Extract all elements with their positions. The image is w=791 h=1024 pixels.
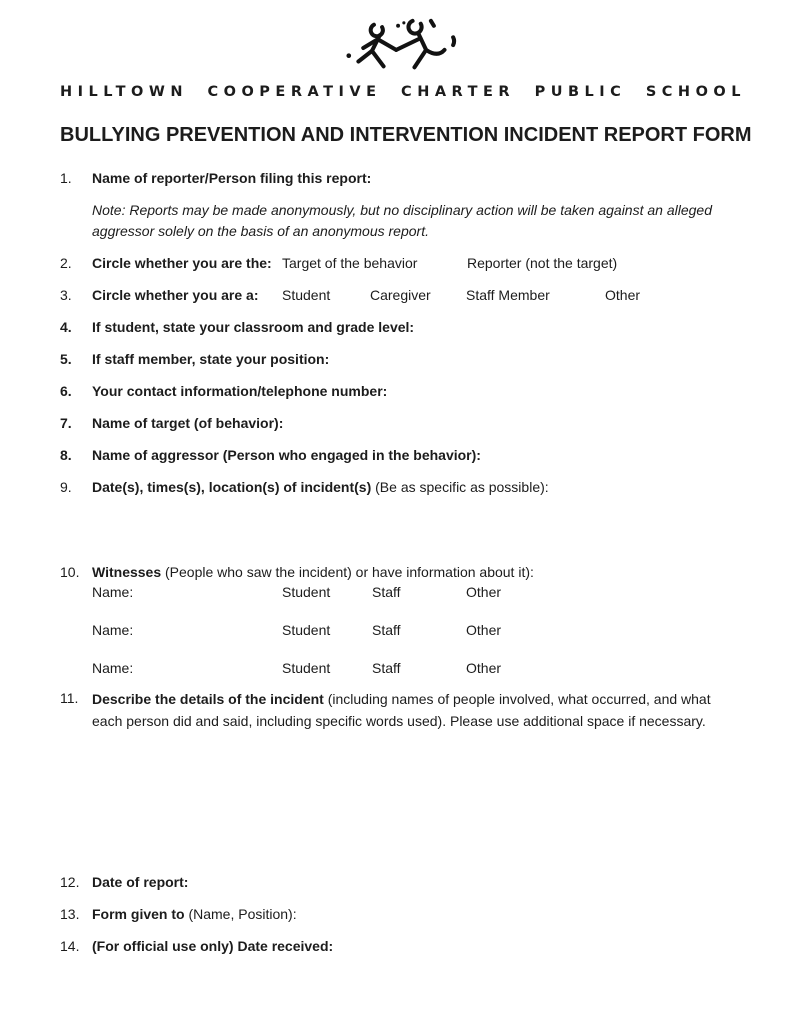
form-item-11: [60, 688, 739, 732]
form-item-14: [60, 936, 739, 956]
form-item-8: [60, 445, 739, 465]
item-label: Describe the details of the incident: [92, 691, 324, 707]
option-target-of-behavior: Target of the behavior: [282, 255, 418, 271]
option-staff: Staff: [372, 660, 401, 676]
form-item-10: [60, 562, 739, 582]
option-student: Student: [282, 622, 331, 638]
witness-name-label: Name:: [92, 660, 134, 676]
item-label: Name of reporter/Person filing this report:: [92, 170, 372, 186]
item-label: Circle whether you are a:: [92, 287, 259, 303]
item-number: 10.: [60, 564, 80, 580]
item-label: Name of target (of behavior):: [92, 415, 284, 431]
option-student: Student: [282, 287, 331, 303]
item-number: 3.: [60, 287, 72, 303]
anonymity-note: Note: Reports may be made anonymously, but no disciplinary action will be taken against an alleged aggressor solely on the basis of an anonymous report.: [92, 202, 712, 239]
form-item-4: [60, 317, 739, 337]
form-item-9: [60, 477, 739, 497]
two-running-children-icon: [339, 18, 461, 76]
witness-row-2: [60, 620, 739, 640]
item-number: 9.: [60, 479, 72, 495]
item-number: 11.: [60, 690, 79, 706]
witness-row-3: [60, 658, 739, 678]
item-label: (For official use only) Date received:: [92, 938, 334, 954]
item-label-suffix: (People who saw the incident) or have information about it):: [161, 564, 534, 580]
school-name: HILLTOWN COOPERATIVE CHARTER PUBLIC SCHOOL: [60, 84, 746, 100]
witness-name-label: Name:: [92, 622, 134, 638]
item-label: Form given to: [92, 906, 185, 922]
option-student: Student: [282, 660, 331, 676]
item-label: Witnesses: [92, 564, 162, 580]
item-label: If student, state your classroom and grade level:: [92, 319, 415, 335]
item-number: 12.: [60, 874, 80, 890]
item-number: 2.: [60, 255, 72, 271]
form-item-1: [60, 168, 739, 188]
option-reporter-not-target: Reporter (not the target): [467, 255, 618, 271]
form-item-2: [60, 253, 739, 273]
option-staff-member: Staff Member: [466, 287, 550, 303]
item-number: 5.: [60, 351, 72, 367]
item-label: Date of report:: [92, 874, 189, 890]
item-label-suffix: (Name, Position):: [184, 906, 297, 922]
option-other: Other: [466, 660, 502, 676]
form-item-6: [60, 381, 739, 401]
option-staff: Staff: [372, 622, 401, 638]
item-number: 4.: [60, 319, 72, 335]
option-other: Other: [466, 622, 502, 638]
item-number: 13.: [60, 906, 80, 922]
item-label: Your contact information/telephone number:: [92, 383, 388, 399]
form-item-3: [60, 285, 739, 305]
item-number: 8.: [60, 447, 72, 463]
option-other: Other: [466, 584, 502, 600]
witness-row-1: [60, 582, 739, 602]
item-number: 14.: [60, 938, 80, 954]
item-number: 7.: [60, 415, 72, 431]
item-label: Name of aggressor (Person who engaged in the behavior):: [92, 447, 481, 463]
option-staff: Staff: [372, 584, 401, 600]
item-label: Circle whether you are the:: [92, 255, 272, 271]
item-number: 1.: [60, 170, 72, 186]
option-other: Other: [605, 287, 641, 303]
school-logo: [60, 18, 739, 76]
form-item-12: [60, 872, 739, 892]
form-item-7: [60, 413, 739, 433]
form-item-5: [60, 349, 739, 369]
witness-name-label: Name:: [92, 584, 134, 600]
item-label-suffix: (Be as specific as possible):: [371, 479, 549, 495]
form-title: BULLYING PREVENTION AND INTERVENTION INCIDENT REPORT FORM: [60, 124, 752, 146]
option-student: Student: [282, 584, 331, 600]
item-label-suffix: (including names of people involved, what occurred, and what each person did and said, including specific words used). Please use additional space if necessary.: [92, 691, 711, 729]
form-item-13: [60, 904, 739, 924]
item-label: Date(s), times(s), location(s) of incident(s): [92, 479, 372, 495]
option-caregiver: Caregiver: [370, 287, 431, 303]
item-label: If staff member, state your position:: [92, 351, 330, 367]
item-number: 6.: [60, 383, 72, 399]
